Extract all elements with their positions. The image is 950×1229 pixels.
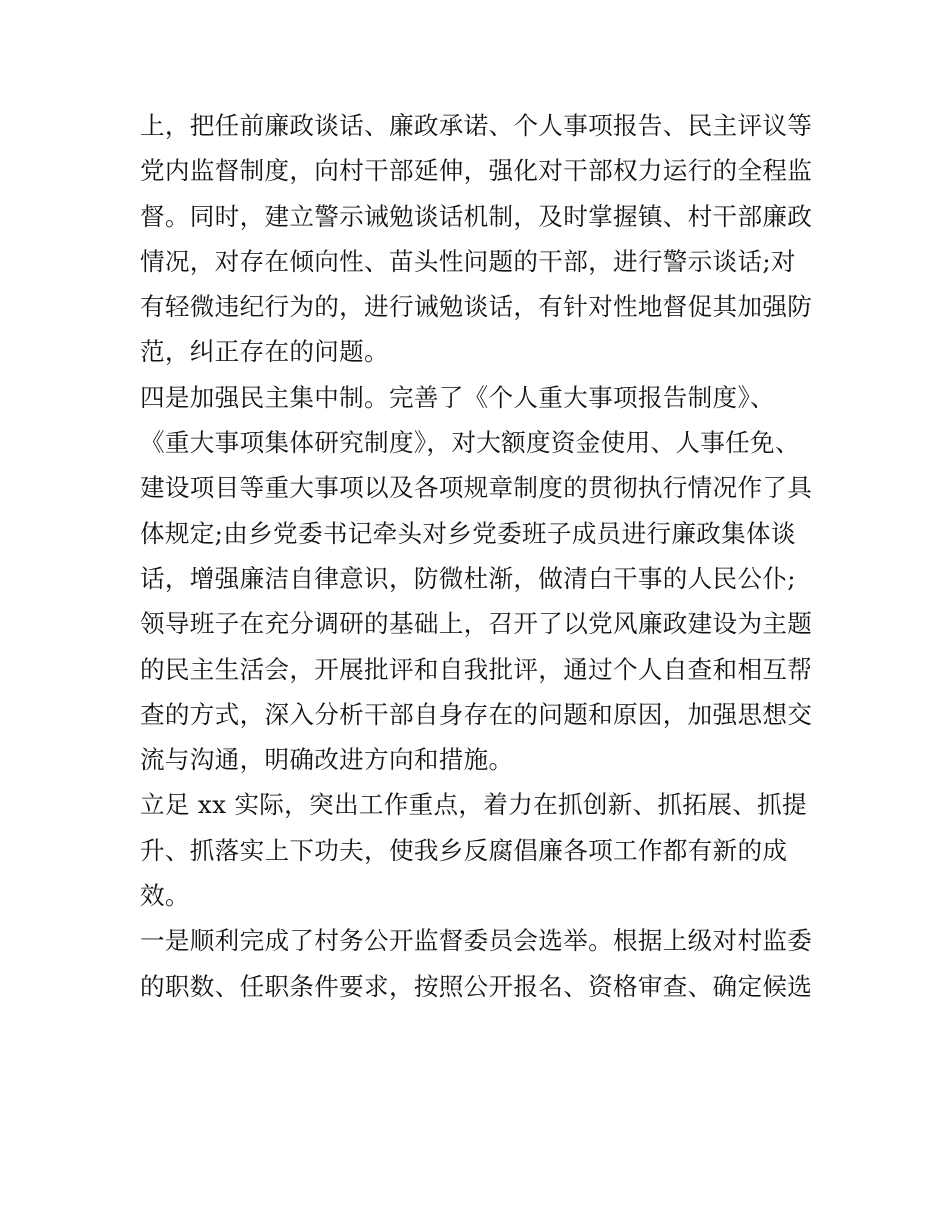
text-line: 范，纠正存在的问题。 bbox=[140, 337, 389, 367]
text-line: 上，把任前廉政谈话、廉政承诺、个人事项报告、民主评议等 bbox=[140, 111, 813, 140]
text-line: 有轻微违纪行为的，进行诫勉谈话，有针对性地督促其加强防 bbox=[140, 292, 813, 322]
text-line: 督。同时，建立警示诫勉谈话机制，及时掌握镇、村干部廉政 bbox=[140, 201, 813, 231]
text-line: 《重大事项集体研究制度》，对大额度资金使用、人事任免、 bbox=[140, 428, 800, 458]
text-line: 党内监督制度，向村干部延伸，强化对干部权力运行的全程监 bbox=[140, 156, 813, 186]
text-line: 升、抓落实上下功夫，使我乡反腐倡廉各项工作都有新的成 bbox=[140, 835, 788, 865]
text-line: 情况，对存在倾向性、苗头性问题的干部，进行警示谈话;对 bbox=[140, 246, 796, 276]
text-line: 一是顺利完成了村务公开监督委员会选举。根据上级对村监委 bbox=[140, 926, 813, 956]
text-line: 立足 xx 实际，突出工作重点，着力在抓创新、抓拓展、抓提 bbox=[140, 790, 807, 820]
text-line: 查的方式，深入分析干部自身存在的问题和原因，加强思想交 bbox=[140, 699, 813, 729]
text-line: 效。 bbox=[140, 881, 190, 911]
text-line: 领导班子在充分调研的基础上，召开了以党风廉政建设为主题 bbox=[140, 609, 813, 639]
text-line: 的职数、任职条件要求，按照公开报名、资格审查、确定候选 bbox=[140, 971, 813, 1001]
text-line: 四是加强民主集中制。完善了《个人重大事项报告制度》、 bbox=[140, 382, 775, 412]
text-line: 话，增强廉洁自律意识，防微杜渐，做清白干事的人民公仆; bbox=[140, 563, 796, 593]
text-line: 体规定;由乡党委书记牵头对乡党委班子成员进行廉政集体谈 bbox=[140, 518, 796, 548]
document-body bbox=[140, 103, 820, 1009]
text-line: 的民主生活会，开展批评和自我批评，通过个人自查和相互帮 bbox=[140, 654, 813, 684]
text-line: 流与沟通，明确改进方向和措施。 bbox=[140, 745, 514, 775]
text-line: 建设项目等重大事项以及各项规章制度的贯彻执行情况作了具 bbox=[140, 473, 813, 503]
